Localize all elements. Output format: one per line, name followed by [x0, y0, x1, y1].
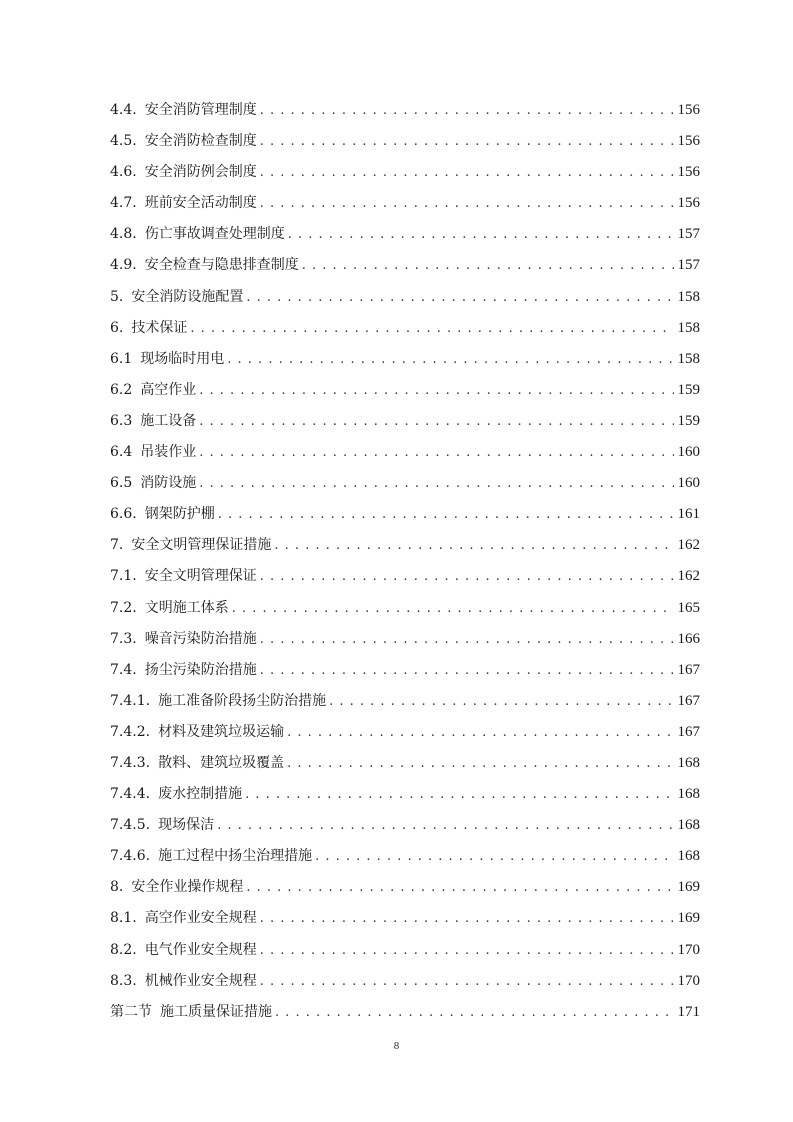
toc-entry-page: 156 — [677, 164, 700, 181]
toc-entry[interactable] — [110, 406, 700, 437]
toc-entry-text: 安全消防设施配置 — [131, 288, 244, 305]
toc-entry[interactable] — [110, 655, 700, 686]
toc-entry-text: 安全消防管理制度 — [144, 102, 257, 118]
toc-leader-dots — [199, 406, 673, 437]
page-number: 8 — [393, 1040, 400, 1052]
toc-entry-title — [110, 593, 232, 624]
toc-entry-number: 5. — [110, 288, 124, 305]
toc-leader-dots — [260, 95, 674, 126]
toc-leader-dots — [260, 935, 674, 966]
toc-entry-number: 7.4.5. — [110, 817, 151, 834]
toc-entry-title — [110, 313, 190, 344]
toc-entry-page: 162 — [677, 568, 700, 585]
toc-leader-dots — [260, 126, 674, 157]
toc-entry-text: 材料及建筑垃圾运输 — [158, 723, 285, 740]
toc-entry-number: 7.4.6. — [110, 848, 151, 865]
toc-entry-page: 159 — [677, 381, 700, 398]
toc-entry-text: 钢架防护棚 — [144, 506, 215, 523]
toc-entry-page: 169 — [677, 910, 700, 927]
toc-entry-page: 169 — [677, 879, 700, 896]
toc-entry-number: 8.2. — [110, 941, 137, 958]
toc-entry-text: 散料、建筑垃圾覆盖 — [158, 754, 285, 771]
toc-entry-number: 7.1. — [110, 568, 137, 585]
toc-entry[interactable] — [110, 841, 700, 872]
toc-leader-dots — [302, 250, 674, 281]
toc-entry-text: 技术保证 — [131, 319, 188, 336]
toc-entry[interactable] — [110, 282, 700, 313]
toc-entry-page: 162 — [677, 537, 700, 554]
toc-entry-text: 文明施工体系 — [144, 599, 229, 616]
toc-leader-dots — [199, 375, 673, 406]
toc-entry[interactable] — [110, 250, 700, 281]
toc-entry-number: 7.4.4. — [110, 786, 151, 803]
toc-leader-dots — [245, 779, 673, 810]
toc-entry-number: 6.6. — [110, 506, 137, 523]
toc-entry-text: 安全文明管理保证措施 — [131, 537, 272, 554]
toc-leader-dots — [274, 530, 673, 561]
toc-leader-dots — [287, 748, 673, 779]
toc-entry-page: 160 — [677, 475, 700, 492]
toc-entry[interactable] — [110, 966, 700, 997]
toc-leader-dots — [260, 903, 674, 934]
toc-entry-text: 施工过程中扬尘治理措施 — [158, 848, 313, 865]
toc-leader-dots — [217, 810, 673, 841]
toc-entry-number: 4.4. — [110, 102, 137, 118]
toc-entry[interactable] — [110, 188, 700, 219]
toc-entry-number: 6.3 — [110, 412, 133, 429]
toc-entry-title — [110, 530, 274, 561]
toc-entry[interactable] — [110, 686, 700, 717]
toc-entry-page: 168 — [677, 848, 700, 865]
toc-entry-page: 160 — [677, 444, 700, 461]
toc-entry-text: 伤亡事故调查处理制度 — [144, 226, 285, 243]
toc-entry[interactable] — [110, 530, 700, 561]
toc-entry-page: 168 — [677, 754, 700, 771]
toc-leader-dots — [232, 593, 674, 624]
toc-entry-number: 4.8. — [110, 226, 137, 243]
toc-entry[interactable] — [110, 344, 700, 375]
toc-entry-title — [110, 126, 260, 157]
toc-entry[interactable] — [110, 593, 700, 624]
toc-entry-page: 168 — [677, 817, 700, 834]
toc-entry[interactable] — [110, 561, 700, 592]
toc-entry-title — [110, 437, 199, 468]
toc-entry-text: 现场临时用电 — [140, 350, 225, 367]
toc-entry[interactable] — [110, 375, 700, 406]
toc-entry[interactable] — [110, 95, 700, 126]
toc-entry-page: 166 — [677, 630, 700, 647]
toc-entry-number: 4.6. — [110, 164, 137, 181]
toc-entry[interactable] — [110, 219, 700, 250]
toc-entry-number: 7.4.2. — [110, 723, 151, 740]
toc-entry[interactable] — [110, 748, 700, 779]
toc-leader-dots — [329, 686, 673, 717]
toc-entry-number: 7.4.3. — [110, 754, 151, 771]
toc-entry-number: 8.3. — [110, 972, 137, 989]
toc-entry-page: 159 — [677, 412, 700, 429]
toc-entry[interactable] — [110, 313, 700, 344]
toc-entry[interactable] — [110, 499, 700, 530]
toc-entry-title — [110, 157, 260, 188]
toc-entry[interactable] — [110, 997, 700, 1028]
toc-entry-number: 6.1 — [110, 350, 133, 367]
toc-entry-page: 158 — [677, 288, 700, 305]
toc-entry-number: 8.1. — [110, 910, 137, 927]
toc-entry-number: 6.5 — [110, 475, 133, 492]
toc-entry-number: 7.3. — [110, 630, 137, 647]
toc-entry[interactable] — [110, 935, 700, 966]
toc-entry-title — [110, 219, 288, 250]
toc-entry-title — [110, 499, 218, 530]
toc-entry-number: 4.9. — [110, 257, 137, 274]
toc-entry-title — [110, 624, 260, 655]
toc-entry-text: 施工准备阶段扬尘防治措施 — [158, 692, 327, 709]
toc-entry[interactable] — [110, 717, 700, 748]
toc-entry-number: 第二节 — [110, 1003, 152, 1020]
toc-entry-text: 吊装作业 — [140, 444, 197, 461]
toc-entry-text: 高空作业 — [140, 381, 197, 398]
toc-entry[interactable] — [110, 437, 700, 468]
toc-entry-text: 安全作业操作规程 — [131, 879, 244, 896]
toc-entry-number: 6.4 — [110, 444, 133, 461]
toc-entry-page: 165 — [677, 599, 700, 616]
toc-entry-title — [110, 95, 260, 126]
toc-entry-page: 171 — [677, 1003, 700, 1020]
toc-entry-page: 170 — [677, 972, 700, 989]
toc-entry-page: 167 — [677, 692, 700, 709]
toc-entry-title — [110, 841, 315, 872]
table-of-contents — [110, 95, 700, 1028]
toc-entry-title — [110, 810, 217, 841]
toc-entry-number: 7.4.1. — [110, 692, 151, 709]
toc-leader-dots — [246, 872, 673, 903]
toc-entry-text: 机械作业安全规程 — [144, 972, 257, 989]
toc-entry-text: 现场保洁 — [158, 817, 215, 834]
toc-leader-dots — [287, 717, 673, 748]
toc-entry-page: 158 — [677, 350, 700, 367]
toc-entry-title — [110, 717, 287, 748]
toc-leader-dots — [260, 157, 674, 188]
toc-entry-number: 7.2. — [110, 599, 137, 616]
toc-leader-dots — [260, 966, 674, 997]
toc-entry-text: 废水控制措施 — [158, 786, 243, 803]
toc-entry-number: 6.2 — [110, 381, 133, 398]
toc-entry-page: 168 — [677, 786, 700, 803]
toc-entry-title — [110, 997, 275, 1028]
toc-entry-number: 7. — [110, 537, 124, 554]
toc-entry-title — [110, 748, 287, 779]
toc-entry-text: 高空作业安全规程 — [144, 910, 257, 927]
toc-entry[interactable] — [110, 468, 700, 499]
toc-entry-text: 施工质量保证措施 — [160, 1003, 272, 1020]
toc-leader-dots — [315, 841, 673, 872]
toc-entry-page: 161 — [677, 506, 700, 523]
toc-entry[interactable] — [110, 157, 700, 188]
toc-entry-page: 156 — [677, 133, 700, 150]
toc-entry-title — [110, 935, 260, 966]
toc-entry[interactable] — [110, 779, 700, 810]
toc-entry-page: 170 — [677, 941, 700, 958]
toc-entry-page: 158 — [677, 319, 700, 336]
toc-entry-title — [110, 468, 199, 499]
toc-entry-title — [110, 561, 260, 592]
toc-entry-page: 157 — [677, 257, 700, 274]
toc-entry-number: 4.7. — [110, 195, 137, 212]
toc-entry-text: 班前安全活动制度 — [144, 195, 257, 212]
toc-leader-dots — [199, 468, 673, 499]
toc-leader-dots — [260, 561, 674, 592]
toc-entry-title — [110, 686, 329, 717]
toc-entry-page: 167 — [677, 661, 700, 678]
toc-entry[interactable] — [110, 903, 700, 934]
toc-entry-page: 156 — [677, 195, 700, 212]
toc-entry-title — [110, 344, 227, 375]
toc-entry-text: 电气作业安全规程 — [144, 941, 257, 958]
toc-entry-title — [110, 655, 260, 686]
toc-entry-number: 7.4. — [110, 661, 137, 678]
toc-entry-title — [110, 250, 302, 281]
toc-leader-dots — [190, 313, 673, 344]
toc-entry-text: 噪音污染防治措施 — [144, 630, 257, 647]
toc-leader-dots — [218, 499, 674, 530]
toc-entry-number: 4.5. — [110, 133, 137, 150]
toc-entry-text: 安全消防检查制度 — [144, 133, 257, 150]
toc-leader-dots — [260, 188, 674, 219]
toc-entry-text: 消防设施 — [140, 475, 197, 492]
toc-entry-title — [110, 903, 260, 934]
toc-entry-text: 安全检查与隐患排查制度 — [144, 257, 299, 274]
toc-entry-number: 6. — [110, 319, 124, 336]
toc-entry-page: 157 — [677, 226, 700, 243]
toc-entry[interactable] — [110, 126, 700, 157]
toc-entry-text: 施工设备 — [140, 412, 197, 429]
toc-entry-page: 156 — [677, 102, 700, 118]
toc-leader-dots — [275, 997, 674, 1028]
toc-entry-text: 扬尘污染防治措施 — [144, 661, 257, 678]
toc-entry[interactable] — [110, 624, 700, 655]
toc-leader-dots — [260, 624, 674, 655]
toc-entry-title — [110, 872, 246, 903]
toc-entry-text: 安全文明管理保证 — [144, 568, 257, 585]
toc-leader-dots — [227, 344, 673, 375]
toc-entry[interactable] — [110, 810, 700, 841]
toc-entry-title — [110, 282, 246, 313]
toc-leader-dots — [260, 655, 674, 686]
toc-entry-text: 安全消防例会制度 — [144, 164, 257, 181]
toc-leader-dots — [246, 282, 673, 313]
toc-entry-title — [110, 966, 260, 997]
toc-entry-page: 167 — [677, 723, 700, 740]
toc-entry[interactable] — [110, 872, 700, 903]
toc-entry-number: 8. — [110, 879, 124, 896]
toc-entry-title — [110, 779, 245, 810]
toc-leader-dots — [199, 437, 673, 468]
toc-entry-title — [110, 406, 199, 437]
toc-entry-title — [110, 375, 199, 406]
toc-entry-title — [110, 188, 260, 219]
toc-leader-dots — [288, 219, 674, 250]
